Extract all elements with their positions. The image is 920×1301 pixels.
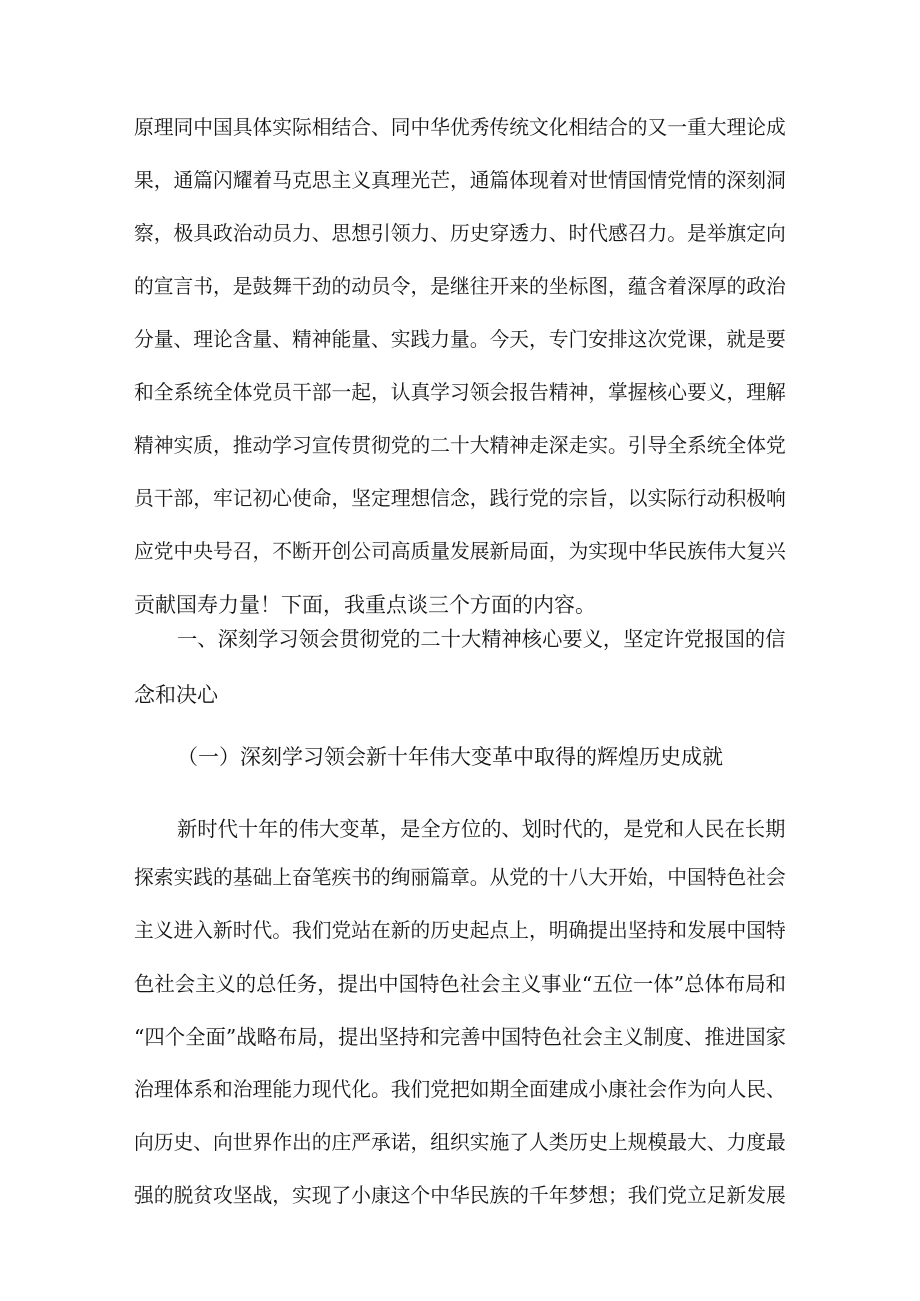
intro-line: 和全系统全体党员干部一起，认真学习领会报告精神，掌握核心要义，理解 [134,381,786,404]
body-line: 色社会主义的总任务，提出中国特色社会主义事业“五位一体”总体布局和 [134,972,786,996]
intro-line: 察，极具政治动员力、思想引领力、历史穿透力、时代感召力。是举旗定向 [134,222,786,245]
intro-line: 原理同中国具体实际相结合、同中华优秀传统文化相结合的又一重大理论成 [134,116,786,139]
intro-line: 员干部，牢记初心使命，坚定理想信念，践行党的宗旨，以实际行动积极响 [134,487,786,510]
body-line: 向历史、向世界作出的庄严承诺，组织实施了人类历史上规模最大、力度最 [134,1131,786,1154]
body-line: 探索实践的基础上奋笔疾书的绚丽篇章。从党的十八大开始，中国特色社会 [134,866,786,889]
body-line: “四个全面”战略布局，提出坚持和完善中国特色社会主义制度、推进国家 [134,1025,786,1049]
intro-line: 果，通篇闪耀着马克思主义真理光芒，通篇体现着对世情国情党情的深刻洞 [134,169,786,192]
intro-line: 应党中央号召，不断开创公司高质量发展新局面，为实现中华民族伟大复兴 [134,540,786,563]
section-heading: 一、深刻学习领会贯彻党的二十大精神核心要义，坚定许党报国的信 [177,627,786,651]
intro-line: 分量、理论含量、精神能量、实践力量。今天，专门安排这次党课，就是要 [134,328,786,351]
section-heading: 念和决心 [134,683,218,707]
body-line: 主义进入新时代。我们党站在新的历史起点上，明确提出坚持和发展中国特 [134,919,786,942]
subsection-heading: （一）深刻学习领会新十年伟大变革中取得的辉煌历史成就 [177,745,723,769]
body-line: 新时代十年的伟大变革，是全方位的、划时代的，是党和人民在长期 [177,817,786,841]
intro-line: 贡献国寿力量！下面，我重点谈三个方面的内容。 [134,593,596,617]
intro-line: 精神实质，推动学习宣传贯彻党的二十大精神走深走实。引导全系统全体党 [134,434,786,457]
body-line: 强的脱贫攻坚战，实现了小康这个中华民族的千年梦想；我们党立足新发展 [134,1184,786,1207]
intro-line: 的宣言书，是鼓舞干劲的动员令，是继往开来的坐标图，蕴含着深厚的政治 [134,275,786,298]
body-line: 治理体系和治理能力现代化。我们党把如期全面建成小康社会作为向人民、 [134,1078,786,1101]
